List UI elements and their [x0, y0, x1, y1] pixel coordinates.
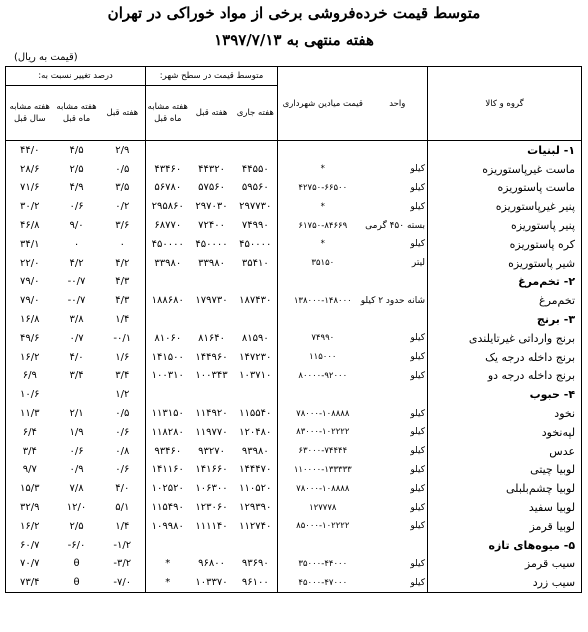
current-week-price: ۲۹۷۷۳۰	[234, 197, 278, 216]
previous-week-price	[190, 273, 234, 292]
previous-week-price: ۱۰۰۳۴۳	[195, 370, 228, 382]
pct-previous-week: ۱/۶	[115, 351, 130, 363]
previous-week-price: ۴۴۳۲۰	[198, 163, 225, 175]
price-table	[5, 66, 582, 593]
item-name: لوبیا چشم‌بلبلی	[428, 479, 582, 498]
item-name: کره پاستوریزه	[428, 235, 582, 254]
group-row	[6, 310, 582, 329]
item-name: شیر پاستوریزه	[428, 254, 582, 273]
pct-same-year: ۴۹/۶	[20, 332, 40, 344]
item-unit: کیلو	[410, 577, 426, 588]
item-unit: کیلو	[410, 182, 426, 193]
current-week-price: ۱۱۵۵۴۰	[234, 404, 278, 423]
market-price	[278, 536, 368, 555]
table-row	[6, 442, 582, 461]
same-month-price	[146, 273, 190, 292]
item-unit: کیلو	[410, 521, 426, 532]
current-week-price: ۹۶۱۰۰	[234, 573, 278, 592]
previous-week-price: ۱۰۳۳۷۰	[195, 577, 228, 589]
item-name: برنج داخله درجه دو	[428, 367, 582, 386]
pct-same-year: ۷۱/۶	[20, 182, 40, 194]
pct-previous-week: ۷/۰-	[113, 577, 132, 589]
table-row	[6, 216, 582, 235]
pct-same-month: ۰	[73, 238, 80, 250]
previous-week-price: ۱۰۶۳۰۰	[195, 483, 228, 495]
market-price: ۳۵۱۵۰	[311, 258, 335, 269]
previous-week-price: ۱۲۳۰۶۰	[195, 502, 228, 514]
market-price	[278, 385, 368, 404]
pct-same-year: ۳۲/۹	[20, 502, 40, 514]
pct-same-year: ۱۶/۸	[20, 314, 40, 326]
item-unit: کیلو	[410, 427, 426, 438]
market-price: ۴۲۷۵۰-۶۶۵۰۰	[298, 182, 348, 193]
pct-same-year: ۱۶/۲	[20, 351, 40, 363]
same-month-price: ۶۸۷۷۰	[146, 216, 190, 235]
previous-week-price: ۱۴۴۹۶۰	[195, 351, 228, 363]
current-week-price	[234, 310, 278, 329]
market-price: ۶۳۰۰۰-۷۴۴۴۴	[298, 446, 348, 457]
pct-previous-week: ۱/۴	[115, 520, 130, 532]
current-week-price: ۸۱۵۹۰	[234, 329, 278, 348]
market-price: *	[320, 201, 325, 212]
market-price	[278, 273, 368, 292]
current-week-price: ۱۴۴۴۷۰	[234, 461, 278, 480]
same-month-price	[146, 536, 190, 555]
pct-same-year: ۲۸/۶	[20, 163, 40, 175]
pct-previous-week: ۰/۶	[115, 464, 130, 476]
pct-same-month: ۳/۴	[69, 370, 84, 382]
previous-week-price: ۴۵۰۰۰۰	[195, 238, 228, 250]
item-name: سیب قرمز	[428, 555, 582, 574]
same-month-price: ۱۱۸۲۸۰	[146, 423, 190, 442]
pct-previous-week: ۳/۲-	[113, 558, 132, 570]
table-row	[6, 329, 582, 348]
market-price: ۱۱۵۰۰۰	[309, 352, 337, 363]
header-unit: واحد	[368, 67, 428, 141]
current-week-price	[234, 273, 278, 292]
item-unit	[368, 273, 428, 292]
market-price: ۱۳۸۰۰۰-۱۴۸۰۰۰	[293, 295, 352, 306]
current-week-price: ۱۲۹۳۹۰	[234, 498, 278, 517]
same-month-price: ۱۸۸۶۸۰	[146, 291, 190, 310]
market-price: *	[320, 164, 325, 175]
market-price: ۸۰۰۰۰-۹۲۰۰۰	[298, 370, 348, 381]
item-unit: شانه حدود ۲ کیلو	[360, 295, 426, 306]
item-unit: کیلو	[410, 239, 426, 250]
same-month-price: *	[146, 555, 190, 574]
table-row	[6, 348, 582, 367]
pct-previous-week: ۳/۵	[115, 182, 130, 194]
previous-week-price	[190, 536, 234, 555]
current-week-price: ۹۳۹۸۰	[234, 442, 278, 461]
table-row	[6, 498, 582, 517]
pct-previous-week: ۴/۲	[115, 257, 130, 269]
item-name: ماست غیرپاستوریزه	[428, 160, 582, 179]
pct-same-month: ۰/۷	[69, 332, 84, 344]
pct-same-year: ۳۰/۲	[20, 201, 40, 213]
pct-same-year: ۹/۷	[22, 464, 37, 476]
header-pct-previous-week: هفته قبل	[100, 86, 146, 141]
group-row	[6, 273, 582, 292]
item-name: ۵- میوه‌های تازه	[428, 536, 582, 555]
market-price: ۶۱۷۵۰-۸۴۶۶۹	[298, 220, 348, 231]
pct-same-month: ۱۲/۰	[66, 502, 87, 514]
pct-previous-week: ۵/۱	[115, 502, 130, 514]
header-avg-price: متوسط قیمت در سطح شهر:	[146, 67, 278, 86]
pct-same-month: ۲/۵	[69, 163, 84, 175]
pct-same-month: ۴/۰	[69, 351, 84, 363]
unit-note: (قیمت به ریال)	[14, 52, 78, 63]
market-price: ۱۱۰۰۰۰-۱۳۳۳۳۳	[293, 464, 352, 475]
table-row	[6, 404, 582, 423]
market-price: ۸۵۰۰۰-۱۰۲۲۲۲	[296, 521, 350, 532]
same-month-price: ۱۴۱۵۰۰	[146, 348, 190, 367]
same-month-price: ۴۳۴۶۰	[146, 160, 190, 179]
table-row	[6, 179, 582, 198]
table-row	[6, 254, 582, 273]
pct-previous-week: ۰/۱-	[113, 332, 132, 344]
table-row	[6, 573, 582, 592]
item-unit: کیلو	[410, 352, 426, 363]
pct-same-month	[54, 385, 100, 404]
previous-week-price	[190, 141, 234, 160]
previous-week-price: ۷۲۴۰۰	[198, 220, 225, 232]
item-unit: بسته ۴۵۰ گرمی	[365, 220, 426, 231]
pct-same-month: ۴/۵	[69, 144, 84, 156]
pct-same-year: ۳/۴	[22, 445, 37, 457]
same-month-price	[146, 385, 190, 404]
item-unit: کیلو	[410, 464, 426, 475]
current-week-price: ۱۰۳۷۱۰	[234, 367, 278, 386]
pct-previous-week: ۲/۹	[115, 144, 130, 156]
previous-week-price: ۹۶۸۰۰	[198, 558, 225, 570]
pct-same-month: ۷/۸	[69, 483, 84, 495]
current-week-price: ۱۱۲۷۴۰	[234, 517, 278, 536]
item-unit: کیلو	[410, 370, 426, 381]
item-name: لوبیا سفید	[428, 498, 582, 517]
same-month-price: ۱۰۹۹۸۰	[146, 517, 190, 536]
current-week-price: ۴۴۵۵۰	[234, 160, 278, 179]
item-name: لوبیا چیتی	[428, 461, 582, 480]
previous-week-price: ۱۱۱۱۴۰	[195, 520, 228, 532]
pct-same-year: ۷۰/۷	[20, 558, 40, 570]
item-unit: کیلو	[410, 483, 426, 494]
pct-same-month: ۹/۰	[69, 220, 84, 232]
pct-previous-week: ۱/۲-	[113, 539, 132, 551]
previous-week-price	[190, 385, 234, 404]
pct-previous-week: ۴/۳	[115, 276, 130, 288]
item-unit	[368, 536, 428, 555]
same-month-price: ۱۴۱۱۶۰	[146, 461, 190, 480]
table-row	[6, 291, 582, 310]
item-unit	[368, 310, 428, 329]
item-name: سیب زرد	[428, 573, 582, 592]
pct-same-month: ۰/۶	[69, 201, 84, 213]
same-month-price: ۲۹۵۸۶۰	[146, 197, 190, 216]
item-unit: کیلو	[410, 502, 426, 513]
item-name: لپه‌نخود	[428, 423, 582, 442]
pct-same-month: θ	[73, 558, 80, 570]
header-pct-same-year: هفته مشابه سال قبل	[6, 86, 54, 141]
pct-previous-week: ۳/۶	[115, 220, 130, 232]
pct-previous-week: ۰/۶	[115, 426, 130, 438]
table-row	[6, 160, 582, 179]
pct-previous-week: ۰/۵	[115, 408, 130, 420]
group-row	[6, 385, 582, 404]
table-row	[6, 555, 582, 574]
current-week-price: ۹۳۶۹۰	[234, 555, 278, 574]
previous-week-price: ۱۴۱۶۶۰	[195, 464, 228, 476]
item-name: ۴- حبوب	[428, 385, 582, 404]
table-row	[6, 423, 582, 442]
pct-same-month: ۰/۶	[69, 445, 84, 457]
pct-same-month: ۰/۹	[69, 464, 84, 476]
table-row	[6, 235, 582, 254]
header-same-month-week: هفته مشابه ماه قبل	[146, 86, 190, 141]
previous-week-price	[190, 310, 234, 329]
item-name: ۲- تخم‌مرغ	[428, 273, 582, 292]
current-week-price: ۷۴۹۹۰	[234, 216, 278, 235]
table-row	[6, 517, 582, 536]
market-price	[278, 141, 368, 160]
same-month-price: ۴۵۰۰۰۰	[146, 235, 190, 254]
market-price: ۴۵۰۰۰-۴۷۰۰۰	[298, 577, 348, 588]
pct-same-year: ۴۴/۰	[20, 144, 40, 156]
current-week-price: ۳۵۴۱۰	[234, 254, 278, 273]
pct-same-year: ۷۹/۰	[20, 295, 40, 307]
table-body	[6, 141, 582, 593]
pct-same-year: ۱۱/۳	[20, 408, 40, 420]
market-price: ۷۸۰۰۰-۱۰۸۸۸۸	[296, 483, 350, 494]
market-price: ۷۸۰۰۰-۱۰۸۸۸۸	[296, 408, 350, 419]
same-month-price: ۹۳۴۶۰	[146, 442, 190, 461]
pct-same-month: ۳/۸	[69, 314, 84, 326]
pct-same-year: ۱۶/۲	[20, 520, 40, 532]
pct-same-year: ۶/۴	[22, 426, 37, 438]
report-subtitle: هفته منتهی به ۱۳۹۷/۷/۱۳	[214, 31, 374, 49]
current-week-price	[234, 385, 278, 404]
item-unit: کیلو	[410, 408, 426, 419]
item-name: تخم‌مرغ	[428, 291, 582, 310]
item-name: ۳- برنج	[428, 310, 582, 329]
table-row	[6, 197, 582, 216]
same-month-price: ۱۱۳۱۵۰	[146, 404, 190, 423]
item-name: پنیر غیرپاستوریزه	[428, 197, 582, 216]
current-week-price	[234, 536, 278, 555]
previous-week-price: ۳۳۹۸۰	[198, 257, 225, 269]
pct-same-year: ۶/۹	[22, 370, 37, 382]
same-month-price: ۱۰۲۵۲۰	[146, 479, 190, 498]
market-price: ۸۳۰۰۰-۱۰۲۲۲۲	[296, 427, 350, 438]
header-group: گروه و کالا	[428, 67, 582, 141]
item-unit: کیلو	[410, 201, 426, 212]
table-row	[6, 461, 582, 480]
pct-same-year: ۴۶/۸	[20, 220, 40, 232]
pct-same-month: ۰/۷-	[67, 276, 86, 288]
current-week-price: ۴۵۰۰۰۰	[234, 235, 278, 254]
same-month-price: *	[146, 573, 190, 592]
item-name: ۱- لبنیات	[428, 141, 582, 160]
previous-week-price: ۱۱۴۹۲۰	[195, 408, 228, 420]
pct-previous-week: ۴/۳	[115, 295, 130, 307]
pct-same-month: ۱/۹	[69, 426, 84, 438]
current-week-price: ۱۲۰۴۸۰	[234, 423, 278, 442]
pct-same-month: θ	[73, 577, 80, 589]
pct-same-month: ۰/۷-	[67, 295, 86, 307]
same-month-price: ۳۳۹۸۰	[146, 254, 190, 273]
item-unit: کیلو	[410, 446, 426, 457]
item-name: عدس	[428, 442, 582, 461]
previous-week-price: ۱۷۹۷۳۰	[195, 295, 228, 307]
pct-same-year: ۷۳/۴	[20, 577, 40, 589]
table-row	[6, 367, 582, 386]
header-pct-same-month: هفته مشابه ماه قبل	[54, 86, 100, 141]
pct-same-month: ۲/۵	[69, 520, 84, 532]
pct-same-year: ۳۴/۱	[20, 238, 40, 250]
market-price: *	[320, 239, 325, 250]
same-month-price: ۱۰۰۳۱۰	[146, 367, 190, 386]
current-week-price: ۵۹۵۶۰	[234, 179, 278, 198]
pct-previous-week: ۰/۵	[115, 163, 130, 175]
header-current-week: هفته جاری	[234, 86, 278, 141]
pct-same-month: ۴/۹	[69, 182, 84, 194]
pct-previous-week: ۰	[119, 238, 125, 250]
item-name: ماست پاستوریزه	[428, 179, 582, 198]
item-unit	[368, 385, 428, 404]
previous-week-price: ۹۳۲۷۰	[198, 445, 225, 457]
item-name: لوبیا قرمز	[428, 517, 582, 536]
market-price: ۱۲۷۷۷۸	[309, 502, 337, 513]
pct-same-year: ۶۰/۷	[20, 539, 40, 551]
current-week-price: ۱۸۷۴۳۰	[234, 291, 278, 310]
pct-same-year: ۱۵/۳	[20, 483, 40, 495]
pct-same-month: ۴/۲	[69, 257, 84, 269]
item-name: نخود	[428, 404, 582, 423]
same-month-price: ۱۱۵۴۹۰	[146, 498, 190, 517]
market-price	[278, 310, 368, 329]
pct-previous-week: ۱/۲	[115, 389, 130, 401]
pct-same-year: ۷۹/۰	[20, 276, 40, 288]
item-unit	[368, 141, 428, 160]
group-row	[6, 141, 582, 160]
report-title: متوسط قیمت خرده‌فروشی برخی از مواد خوراکی در تهران	[107, 4, 481, 22]
pct-same-month: ۲/۱	[69, 408, 84, 420]
pct-same-year: ۱۰/۶	[20, 389, 40, 401]
market-price: ۳۵۰۰۰-۴۴۰۰۰	[298, 558, 348, 569]
item-unit: کیلو	[410, 558, 426, 569]
previous-week-price: ۲۹۷۰۳۰	[195, 201, 228, 213]
table-row	[6, 479, 582, 498]
item-unit: لیتر	[411, 258, 426, 269]
current-week-price	[234, 141, 278, 160]
pct-previous-week: ۳/۴	[115, 370, 130, 382]
previous-week-price: ۸۱۶۴۰	[198, 332, 225, 344]
header-previous-week: هفته قبل	[190, 86, 234, 141]
current-week-price: ۱۱۰۵۲۰	[234, 479, 278, 498]
pct-previous-week: ۰/۲	[115, 201, 130, 213]
pct-same-month: ۶/۰-	[67, 539, 86, 551]
header-market: قیمت میادین شهرداری	[278, 67, 368, 141]
header-pct-change: درصد تغییر نسبت به:	[6, 67, 146, 86]
item-name: برنج وارداتی غیرتایلندی	[428, 329, 582, 348]
current-week-price: ۱۴۷۲۳۰	[234, 348, 278, 367]
item-unit: کیلو	[410, 333, 426, 344]
group-row	[6, 536, 582, 555]
previous-week-price: ۵۷۵۶۰	[198, 182, 225, 194]
pct-same-year: ۲۲/۰	[20, 257, 40, 269]
pct-previous-week: ۱/۴	[115, 314, 130, 326]
pct-previous-week: ۰/۸	[115, 445, 130, 457]
item-unit: کیلو	[410, 164, 426, 175]
same-month-price: ۵۶۷۸۰	[146, 179, 190, 198]
market-price: ۷۴۹۹۰	[311, 333, 335, 344]
pct-previous-week: ۴/۰	[115, 483, 130, 495]
same-month-price	[146, 141, 190, 160]
item-name: پنیر پاستوریزه	[428, 216, 582, 235]
same-month-price	[146, 310, 190, 329]
previous-week-price: ۱۱۹۷۷۰	[195, 426, 228, 438]
same-month-price: ۸۱۰۶۰	[146, 329, 190, 348]
item-name: برنج داخله درجه یک	[428, 348, 582, 367]
